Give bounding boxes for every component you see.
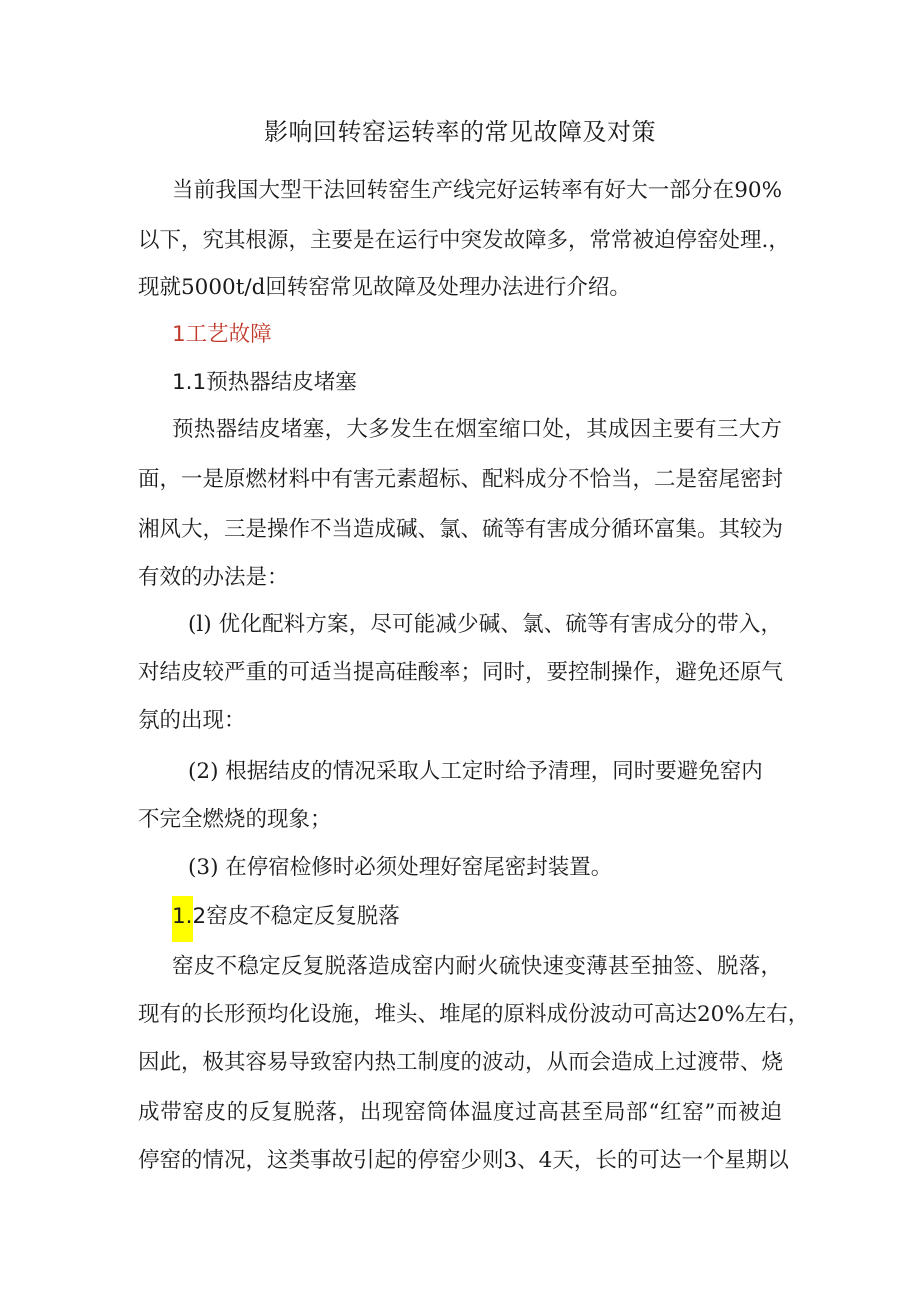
highlight-mark: 1. bbox=[172, 896, 193, 942]
measure-2-line-1: (2) 根据结皮的情况采取人工定时给予清理，同时要避免窑内 bbox=[188, 759, 763, 784]
measure-1-line-1: (l) 优化配料方案，尽可能减少碱、氯、硫等有害成分的带入， bbox=[188, 612, 782, 637]
measure-1-line-3: 氛的出现： bbox=[138, 708, 246, 733]
document-title: 影响回转窑运转率的常见故障及对策 bbox=[264, 118, 656, 146]
section-1-2-line-4: 成带窑皮的反复脱落，出现窑筒体温度过高甚至局部“红窑”而被迫 bbox=[138, 1100, 782, 1125]
intro-line-2: 以下，究其根源，主要是在运行中突发故障多，常常被迫停窑处理.， bbox=[138, 228, 790, 253]
section-1-1-line-4: 有效的办法是： bbox=[138, 565, 289, 590]
intro-line-3: 现就5000t∕d回转窑常见故障及处理办法进行介绍。 bbox=[138, 275, 631, 300]
section-1-1-line-2: 面，一是原燃材料中有害元素超标、配料成分不恰当，二是窑尾密封 bbox=[138, 467, 784, 492]
section-1-2-heading-text: 2窑皮不稳定反复脱落 bbox=[192, 904, 400, 929]
section-1-1-heading: 1.1预热器结皮堵塞 bbox=[172, 370, 357, 395]
measure-3-line: (3) 在停宿检修时必须处理好窑尾密封装置。 bbox=[188, 855, 613, 880]
section-1-2-line-5: 停窑的情况，这类事故引起的停窑少则3、4天，长的可达一个星期以 bbox=[138, 1148, 789, 1173]
measure-2-line-2: 不完全燃烧的现象； bbox=[138, 807, 332, 832]
section-1-2-line-1: 窑皮不稳定反复脱落造成窑内耐火硫快速变薄甚至抽签、脱落， bbox=[172, 954, 782, 979]
section-1-1-line-1: 预热器结皮堵塞，大多发生在烟室缩口处，其成因主要有三大方 bbox=[172, 417, 782, 442]
section-1-2-line-3: 因此，极其容易导致窑内热工制度的波动，从而会造成上过渡带、烧 bbox=[138, 1050, 784, 1075]
section-1-1-line-3: 湘风大，三是操作不当造成碱、氯、硫等有害成分循环富集。其较为 bbox=[138, 517, 784, 542]
measure-1-line-2: 对结皮较严重的可适当提高硅酸率；同时，要控制操作，避免还原气 bbox=[138, 660, 784, 685]
section-1-2-line-2: 现有的长形预均化设施，堆头、堆尾的原料成份波动可高达20%左右， bbox=[138, 1002, 810, 1027]
section-1-2-heading bbox=[172, 902, 400, 942]
section-1-heading: 1工艺故障 bbox=[172, 322, 272, 347]
intro-line-1: 当前我国大型干法回转窑生产线完好运转率有好大一部分在90% bbox=[172, 178, 782, 203]
